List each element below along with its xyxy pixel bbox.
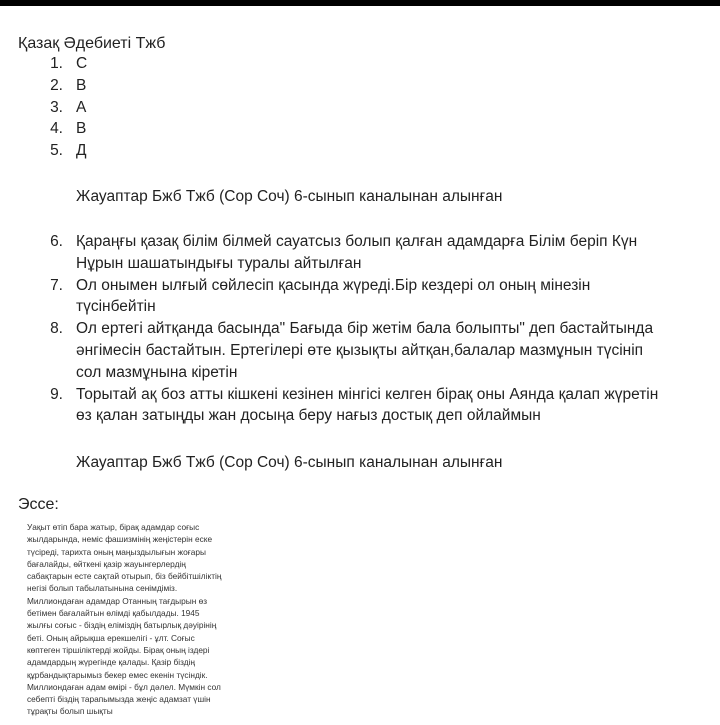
item-number: 3. (50, 98, 63, 116)
long-answers-list (0, 231, 696, 427)
list-item (0, 384, 696, 428)
source-note: Жауаптар Бжб Тжб (Сор Соч) 6-сынып каналынан алынған (76, 188, 503, 205)
item-line: әнгімесін бастайтын. Ертегілері өте қызықты айтқан,балалар мазмұнын түсініп (76, 341, 644, 359)
essay-line: бағалайды, өйткені қазір жауынгерлердің (27, 558, 186, 569)
list-item (0, 75, 696, 97)
item-number: 8. (50, 320, 63, 338)
item-line: сол мазмұнына кіретін (76, 363, 238, 381)
essay-heading: Эссе: (18, 496, 59, 513)
essay-line: түсіреді, тарихта оның маңыздылығын жоғары (27, 546, 206, 557)
item-number: 7. (50, 276, 63, 294)
item-number: 1. (50, 55, 63, 72)
essay-line: құрбандықтарымыз бекер емес екенін түсіндік. (27, 669, 208, 680)
item-text: С (76, 55, 88, 72)
essay-line: Миллиондаған адам өмірі - бұл дәлел. Мүмкін сол (27, 681, 221, 692)
essay-line: жылдарында, неміс фашизмінің жеңістерін еске (27, 534, 213, 545)
essay-line: Миллиондаған адамдар Отанның тағдырын өз (27, 595, 208, 606)
item-text: В (76, 120, 87, 138)
essay-line: Уақыт өтіп бара жатыр, бірақ адамдар соғыс (27, 522, 200, 532)
item-line: Қараңғы қазақ білім білмей сауатсыз болып қалған адамдарға Білім беріп Күн (76, 233, 638, 250)
list-item (0, 231, 696, 275)
list-item (0, 140, 696, 162)
list-item (0, 97, 696, 119)
essay-line: беті. Оның айрықша ерекшелігі - ұлт. Соғыс (27, 632, 195, 643)
item-line: Ол ертегі айтқанда басында" Бағыда бір жетім бала болыпты" деп бастайтында (76, 320, 654, 338)
document-title: Қазақ Әдебиеті Тжб (18, 35, 166, 52)
item-line: Нұрын шашатындығы туралы айтылған (76, 254, 362, 272)
source-note: Жауаптар Бжб Тжб (Сор Соч) 6-сынып каналынан алынған (76, 454, 503, 471)
item-text: В (76, 76, 87, 94)
essay-line: негізі болып табылатынына сенімдіміз. (27, 583, 178, 594)
essay-line: адамдардың жүрегінде қалады. Қазір біздің (27, 657, 196, 668)
short-answers-list (0, 53, 696, 162)
essay-line: себепті біздің тарапымызда жеңіс адамзат үшін (27, 694, 211, 705)
item-line: түсінбейтін (76, 298, 156, 316)
essay-text (27, 521, 221, 718)
item-number: 5. (50, 142, 63, 160)
item-line: өз қалан затыңды жан досыңа беру нағыз достық деп ойлаймын (76, 407, 541, 425)
essay-line: жылғы соғыс - біздің еліміздің батырлық дәуірінің (27, 620, 217, 631)
list-item (0, 318, 696, 383)
list-item (0, 275, 696, 319)
item-number: 2. (50, 76, 63, 94)
top-bar (0, 0, 720, 6)
essay-line: сабақтарын есте сақтай отырып, біз бейбітшіліктің (27, 571, 222, 582)
list-item (0, 53, 696, 75)
essay-line: тұрақты болып шықты (27, 706, 113, 717)
item-line: Ол онымен ылғый сөйлесіп қасында жүреді.Бір кездері ол оның мінезін (76, 276, 591, 294)
item-number: 9. (50, 385, 63, 403)
item-text: А (76, 98, 87, 116)
item-number: 4. (50, 120, 63, 138)
item-text: Д (76, 142, 87, 160)
item-number: 6. (50, 233, 63, 250)
item-line: Торытай ақ боз атты кішкені кезінен мінгісі келген бірақ оны Аянда қалап жүретін (76, 385, 659, 403)
essay-line: көптеген тіршіліктерді жойды. Бірақ оның іздері (27, 644, 210, 655)
list-item (0, 118, 696, 140)
essay-line: бетімен бағалайтын өлімді қабылдады. 1945 (27, 608, 200, 619)
